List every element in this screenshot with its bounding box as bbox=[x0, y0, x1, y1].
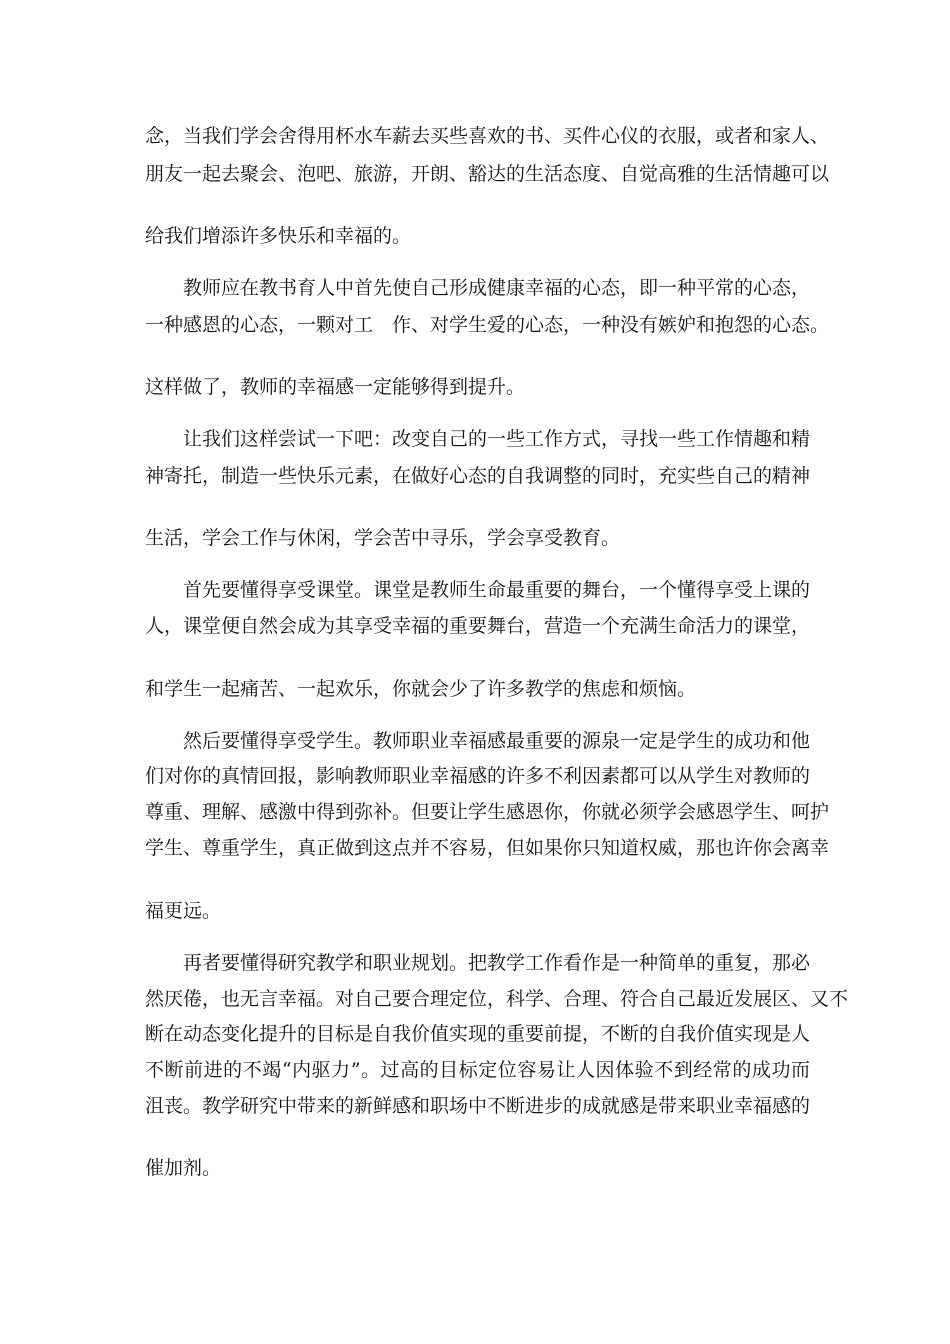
paragraph-4-line-1: 首先要懂得享受课堂。课堂是教师生命最重要的舞台，一个懂得享受上课的 bbox=[183, 579, 811, 601]
paragraph-4-line-2: 人，课堂便自然会成为其享受幸福的重要舞台，营造一个充满生命活力的课堂， bbox=[145, 615, 811, 637]
paragraph-6-line-2: 然厌倦，也无言幸福。对自己要合理定位，科学、合理、符合自己最近发展区、又不 bbox=[145, 988, 849, 1010]
paragraph-5-line-5: 福更远。 bbox=[145, 900, 222, 922]
paragraph-6-line-1: 再者要懂得研究教学和职业规划。把教学工作看作是一种简单的重复，那必 bbox=[183, 952, 811, 974]
paragraph-1-line-3: 给我们增添许多快乐和幸福的。 bbox=[145, 225, 412, 247]
paragraph-1-line-1: 念，当我们学会舍得用杯水车薪去买些喜欢的书、买件心仪的衣服，或者和家人、 bbox=[145, 125, 830, 147]
paragraph-2-line-2: 一种感恩的心态，一颗对工 作、对学生爱的心态，一种没有嫉妒和抱怨的心态。 bbox=[145, 314, 830, 336]
paragraph-3-line-1: 让我们这样尝试一下吧：改变自己的一些工作方式，寻找一些工作情趣和精 bbox=[183, 428, 811, 450]
paragraph-2-line-1: 教师应在教书育人中首先使自己形成健康幸福的心态，即一种平常的心态， bbox=[183, 277, 811, 299]
paragraph-6-line-4: 不断前进的不竭“内驱力”。过高的目标定位容易让人因体验不到经常的成功而 bbox=[145, 1059, 810, 1081]
paragraph-5-line-1: 然后要懂得享受学生。教师职业幸福感最重要的源泉一定是学生的成功和他 bbox=[183, 730, 811, 752]
paragraph-1-line-2: 朋友一起去聚会、泡吧、旅游，开朗、豁达的生活态度、自觉高雅的生活情趣可以 bbox=[145, 163, 830, 185]
paragraph-5-line-2: 们对你的真情回报，影响教师职业幸福感的许多不利因素都可以从学生对教师的 bbox=[145, 765, 811, 787]
paragraph-5-line-4: 学生、尊重学生，真正做到这点并不容易，但如果你只知道权威，那也许你会离幸 bbox=[145, 837, 830, 859]
paragraph-6-line-3: 断在动态变化提升的目标是自我价值实现的重要前提，不断的自我价值实现是人 bbox=[145, 1023, 811, 1045]
paragraph-3-line-2: 神寄托，制造一些快乐元素，在做好心态的自我调整的同时，充实些自己的精神 bbox=[145, 465, 811, 487]
paragraph-4-line-3: 和学生一起痛苦、一起欢乐，你就会少了许多教学的焦虑和烦恼。 bbox=[145, 678, 697, 700]
paragraph-5-line-3: 尊重、理解、感激中得到弥补。但要让学生感恩你，你就必须学会感恩学生、呵护 bbox=[145, 801, 830, 823]
paragraph-6-line-5: 沮丧。教学研究中带来的新鲜感和职场中不断进步的成就感是带来职业幸福感的 bbox=[145, 1095, 811, 1117]
paragraph-6-line-6: 催加剂。 bbox=[145, 1157, 222, 1179]
paragraph-3-line-3: 生活，学会工作与休闲，学会苦中寻乐，学会享受教育。 bbox=[145, 527, 621, 549]
paragraph-2-line-3: 这样做了，教师的幸福感一定能够得到提升。 bbox=[145, 376, 526, 398]
